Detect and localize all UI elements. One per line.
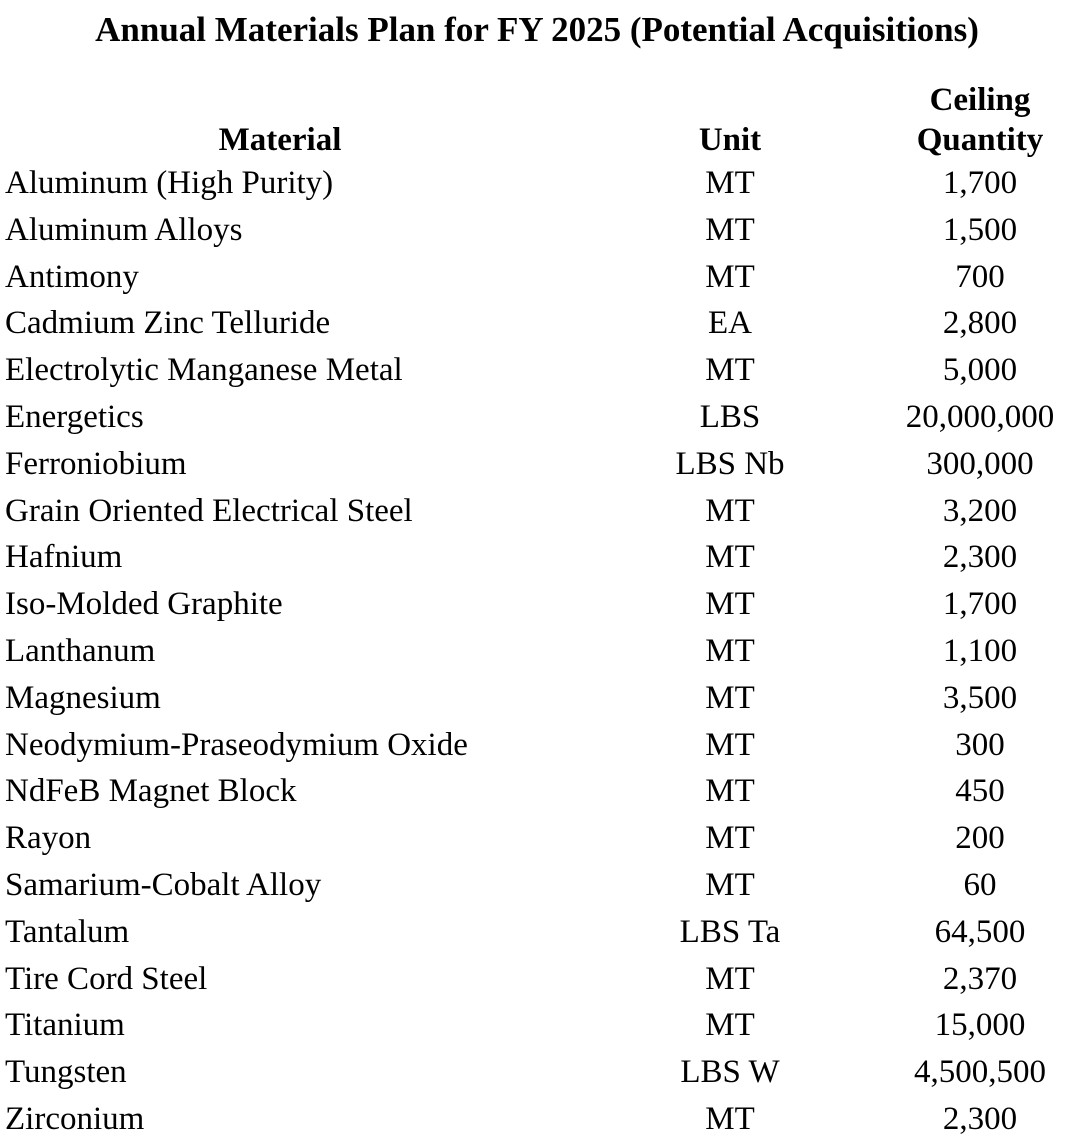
quantity-cell: 1,700 xyxy=(942,165,1018,201)
table-row xyxy=(0,815,1074,862)
quantity-cell: 450 xyxy=(955,773,1005,810)
table-row xyxy=(0,441,1074,488)
quantity-cell: 2,300 xyxy=(942,539,1018,576)
material-cell: Samarium-Cobalt Alloy xyxy=(5,866,322,903)
table-row xyxy=(0,628,1074,675)
unit-cell: MT xyxy=(705,726,755,763)
unit-cell: MT xyxy=(705,1100,755,1137)
table-header-row xyxy=(0,80,1074,160)
unit-cell: MT xyxy=(705,258,755,295)
quantity-cell: 300 xyxy=(955,726,1005,763)
column-header-material: Material xyxy=(218,122,342,158)
quantity-cell: 3,500 xyxy=(942,679,1018,716)
material-cell: Antimony xyxy=(5,258,139,295)
unit-cell: LBS Ta xyxy=(679,913,781,950)
table-row xyxy=(0,488,1074,535)
quantity-cell: 1,100 xyxy=(942,632,1018,669)
material-cell: NdFeB Magnet Block xyxy=(5,773,297,810)
quantity-cell: 4,500,500 xyxy=(914,1054,1046,1091)
table-row xyxy=(0,1002,1074,1049)
table-row xyxy=(0,207,1074,254)
unit-cell: MT xyxy=(705,165,755,201)
material-cell: Lanthanum xyxy=(5,632,156,669)
unit-cell: MT xyxy=(705,211,755,248)
unit-cell: MT xyxy=(705,820,755,857)
table-row xyxy=(0,768,1074,815)
quantity-cell: 5,000 xyxy=(942,352,1018,389)
quantity-cell: 15,000 xyxy=(934,1007,1026,1044)
column-header-unit: Unit xyxy=(698,122,762,158)
material-cell: Tantalum xyxy=(5,913,130,950)
quantity-cell: 3,200 xyxy=(942,492,1018,529)
unit-cell: MT xyxy=(705,586,755,623)
quantity-cell: 2,300 xyxy=(942,1100,1018,1137)
material-cell: Aluminum (High Purity) xyxy=(5,165,334,201)
unit-cell: MT xyxy=(705,539,755,576)
table-row xyxy=(0,534,1074,581)
material-cell: Neodymium-Praseodymium Oxide xyxy=(5,726,468,763)
table-row xyxy=(0,347,1074,394)
table-row xyxy=(0,394,1074,441)
quantity-cell: 64,500 xyxy=(934,913,1026,950)
quantity-cell: 60 xyxy=(963,866,997,903)
unit-cell: MT xyxy=(705,492,755,529)
material-cell: Hafnium xyxy=(5,539,123,576)
unit-cell: MT xyxy=(705,1007,755,1044)
table-row xyxy=(0,862,1074,909)
table-row xyxy=(0,956,1074,1003)
material-cell: Grain Oriented Electrical Steel xyxy=(5,492,413,529)
table-row xyxy=(0,909,1074,956)
material-cell: Magnesium xyxy=(5,679,161,716)
unit-cell: MT xyxy=(705,960,755,997)
quantity-cell: 300,000 xyxy=(926,445,1034,482)
table-row xyxy=(0,675,1074,722)
unit-cell: MT xyxy=(705,352,755,389)
unit-cell: LBS W xyxy=(680,1054,780,1091)
material-cell: Aluminum Alloys xyxy=(5,211,243,248)
table-row xyxy=(0,300,1074,347)
material-cell: Zirconium xyxy=(5,1100,145,1137)
quantity-cell: 20,000,000 xyxy=(905,398,1055,435)
table-row xyxy=(0,1049,1074,1096)
quantity-cell: 2,370 xyxy=(942,960,1018,997)
material-cell: Tire Cord Steel xyxy=(5,960,208,997)
unit-cell: LBS xyxy=(699,398,761,435)
material-cell: Ferroniobium xyxy=(5,445,187,482)
quantity-cell: 1,500 xyxy=(942,211,1018,248)
material-cell: Iso-Molded Graphite xyxy=(5,586,283,623)
unit-cell: MT xyxy=(705,773,755,810)
column-header-ceiling-line: Ceiling xyxy=(929,82,1031,118)
table-row xyxy=(0,160,1074,207)
material-cell: Tungsten xyxy=(5,1054,127,1091)
materials-table xyxy=(0,80,1074,1143)
material-cell: Rayon xyxy=(5,820,92,857)
table-row xyxy=(0,254,1074,301)
table-row xyxy=(0,581,1074,628)
material-cell: Electrolytic Manganese Metal xyxy=(5,352,403,389)
page-title: Annual Materials Plan for FY 2025 (Potential Acquisitions) xyxy=(95,10,979,49)
unit-cell: LBS Nb xyxy=(675,445,785,482)
quantity-cell: 1,700 xyxy=(942,586,1018,623)
table-body xyxy=(0,160,1074,1143)
unit-cell: MT xyxy=(705,866,755,903)
material-cell: Energetics xyxy=(5,398,144,435)
material-cell: Cadmium Zinc Telluride xyxy=(5,305,331,342)
unit-cell: MT xyxy=(705,632,755,669)
table-row xyxy=(0,722,1074,769)
unit-cell: MT xyxy=(705,679,755,716)
column-header-quantity-line: Quantity xyxy=(916,122,1044,158)
quantity-cell: 700 xyxy=(955,258,1005,295)
column-header-ceiling-quantity xyxy=(905,80,1069,160)
quantity-cell: 2,800 xyxy=(942,305,1018,342)
table-row xyxy=(0,1096,1074,1143)
unit-cell: EA xyxy=(708,305,752,342)
material-cell: Titanium xyxy=(5,1007,125,1044)
quantity-cell: 200 xyxy=(955,820,1005,857)
